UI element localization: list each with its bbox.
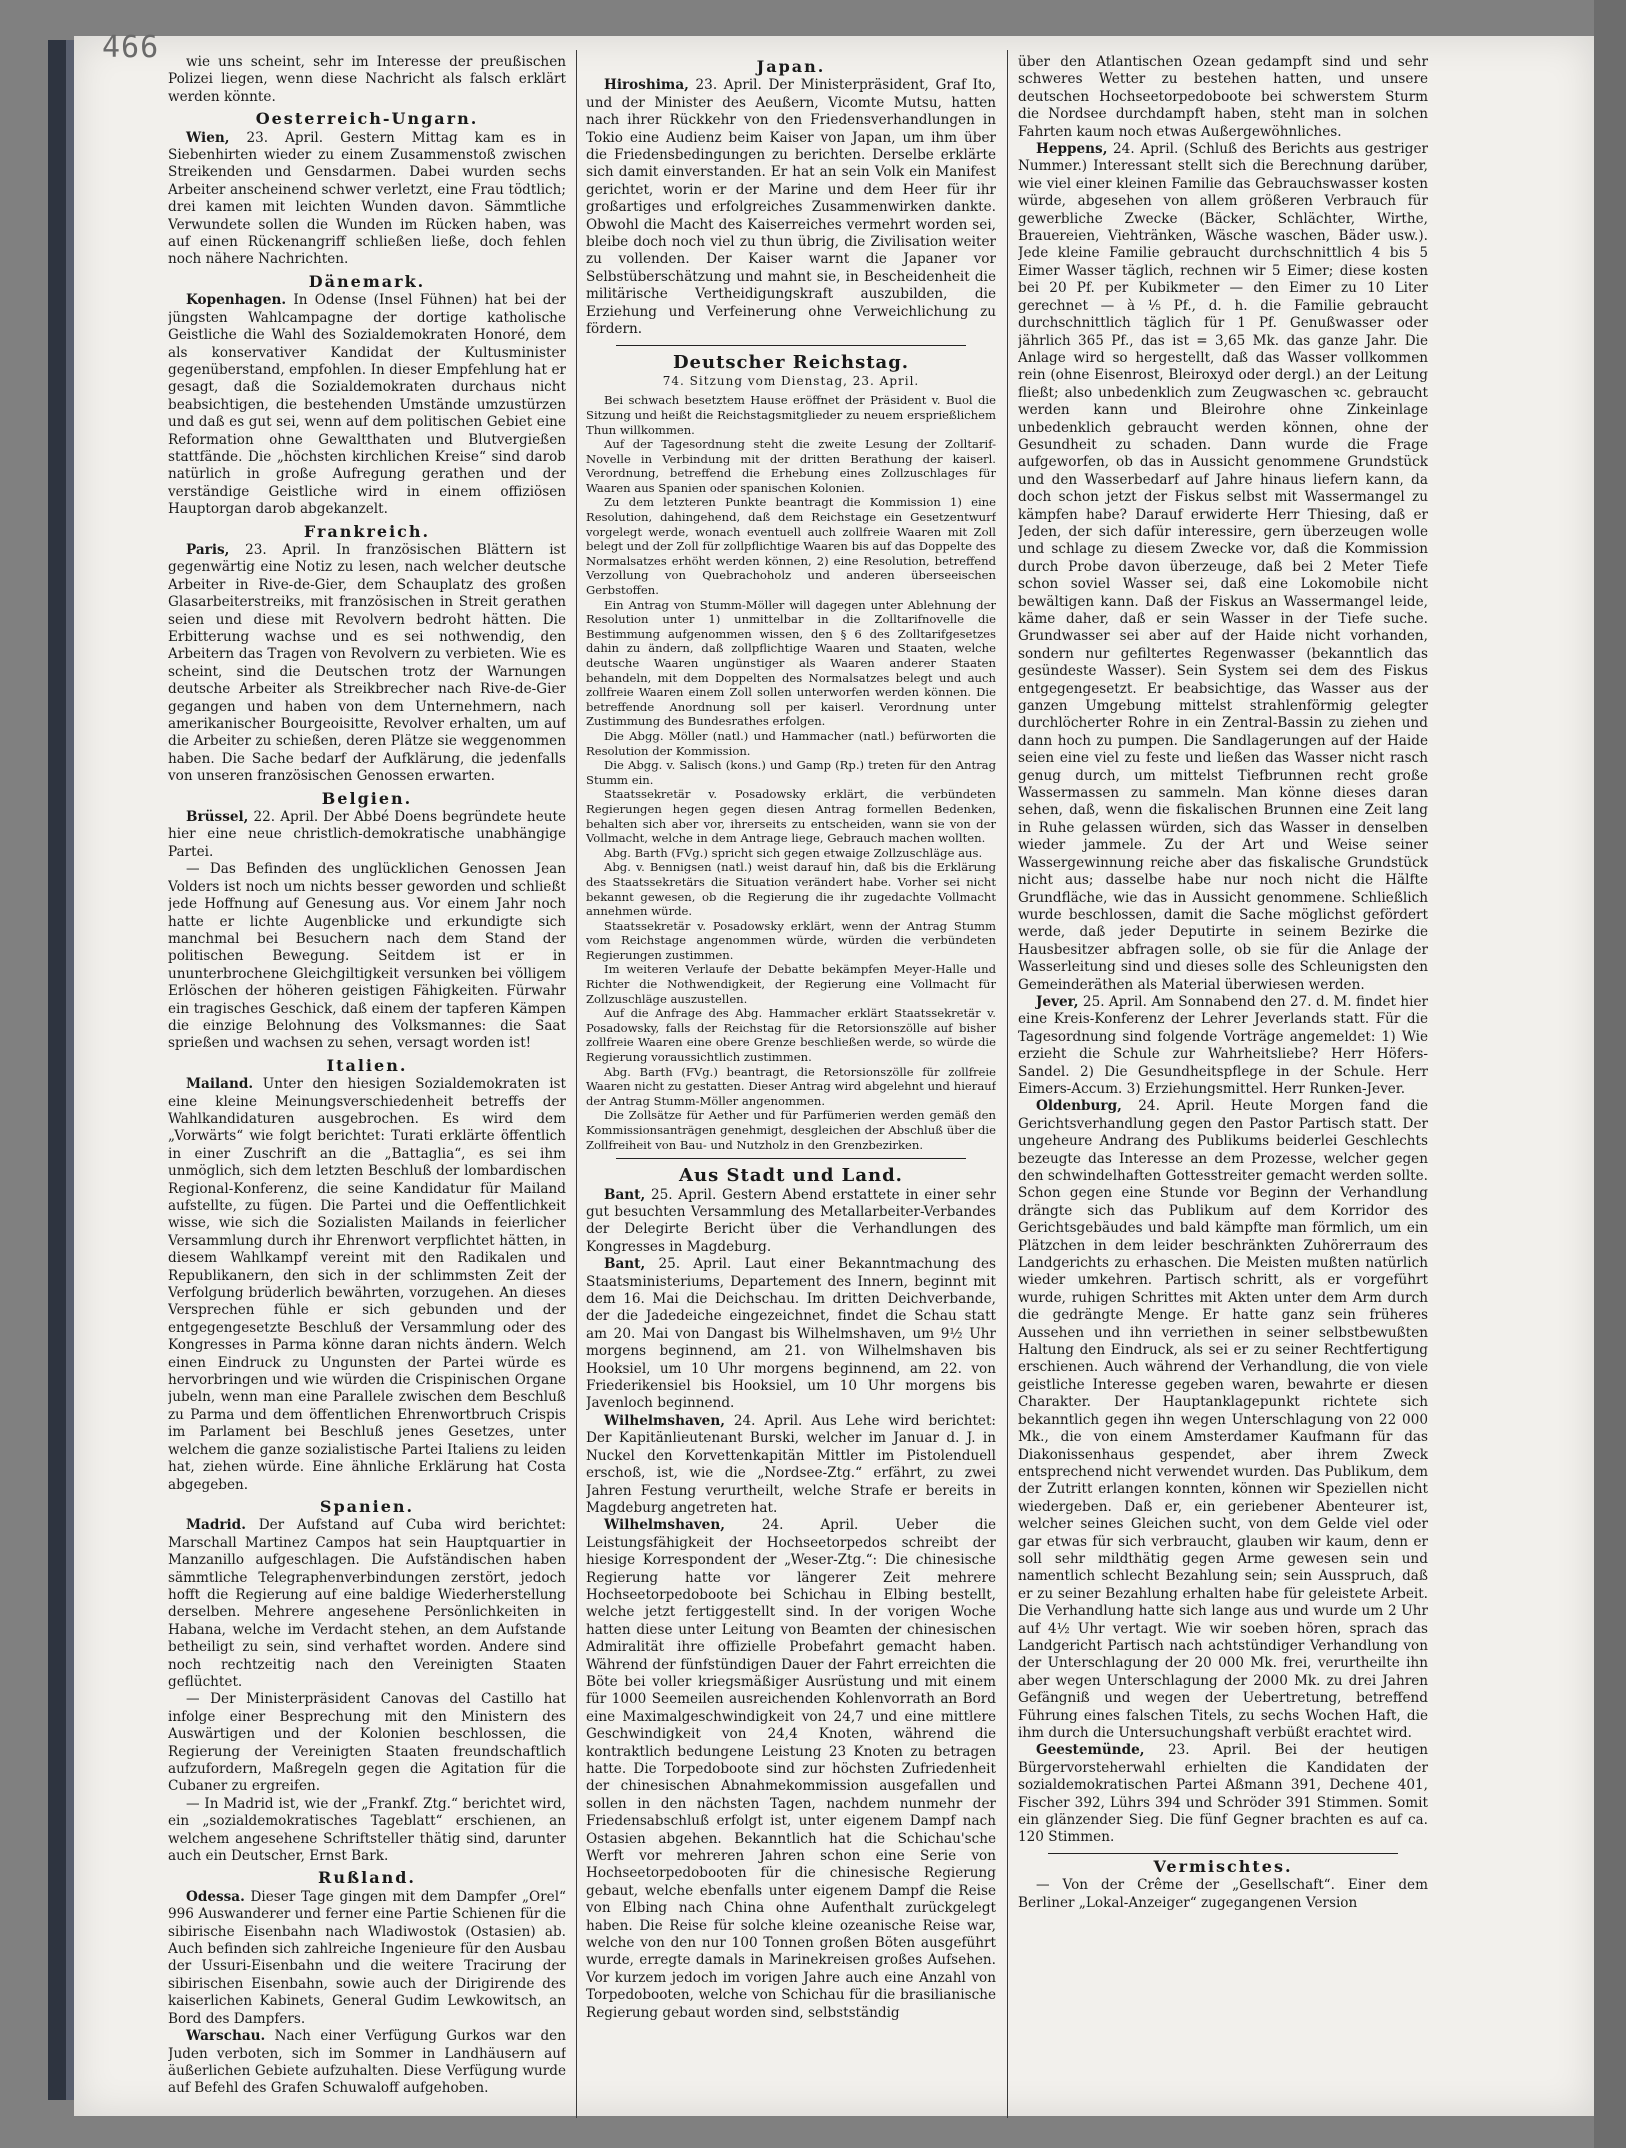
paragraph-text: 25. April. Am Sonnabend den 27. d. M. findet hier eine Kreis-Konferenz der Lehrer Jeverlands statt. Für die Tagesordnung sind folgende Vorträge angemeldet: 1) Wie erzieht die Schule zur Wahrheitsliebe? Herr Höfers-Sandel. 2) Die Gesundheitspflege in der Schule. Herr Eimers-Accum. 3) Erziehungsmittel. Herr Runken-Jever. [1018,993,1428,1097]
article-paragraph [586,1187,996,1257]
article-paragraph [1018,141,1428,994]
section-heading: Belgien. [321,788,413,808]
article-paragraph [168,1691,566,1795]
paragraph-text: — Von der Crême der „Gesellschaft“. Einer dem Berliner „Lokal-Anzeiger“ zugegangenen Version [1018,1877,1428,1911]
article-paragraph [168,1889,566,2028]
paragraph-text: Ein Antrag von Stumm-Möller will dagegen unter Ablehnung der Resolution unter 1) unmittelbar in die Zolltarifnovelle die Bestimmung aufgenommen wissen, den § 6 des Zolltarifgesetzes dahin zu ändern, daß zollpflichtige Waaren und Staaten, welche deutsche Waaren ungünstiger als Waaren anderer Staaten behandeln, mit dem Doppelten des Normalsatzes belegt und auch zollfreie Waaren einem Zoll sollen unterworfen werden können. Die betreffende Anordnung soll per kaiserl. Verordnung unter Zustimmung des Bundesrathes erfolgen. [586,597,996,729]
dateline: Odessa. [186,1888,245,1905]
paragraph-text: — In Madrid ist, wie der „Frankf. Ztg.“ berichtet wird, ein „sozialdemokratisches Tageblatt“ erschienen, an welchem angesehene Schriftsteller thätig sind, darunter auch ein Deutscher, Ernst Bark. [168,1795,566,1865]
article-paragraph [586,1065,996,1109]
paragraph-text: Unter den hiesigen Sozialdemokraten ist eine kleine Meinungsverschiedenheit betreffs der Wahlkandidaturen ausgebrochen. Es wird dem „Vorwärts“ wie folgt berichtet: Turati erklärte öffentlich in einer Zuschrift an die „Battaglia“, es sei ihm unmöglich, sich dem letzten Beschluß der lombardischen Regional-Konferenz, die seine Kandidatur für Mailand aufstellte, zu fügen. Die Partei und die Oeffentlichkeit wisse, wie sich die Sozialisten Mailands in feierlicher Versammlung durch ihr Ehrenwort verpflichtet hätten, in diesem Wahlkampf vereint mit den Radikalen und Republikanern, den sich in der schlimmsten Zeit der Verfolgung brüderlich bewährten, vorzugehen. An dieses Versprechen fühle er sich gebunden und der entgegengesetzte Beschluß der Versammlung oder des Kongresses in Parma könne daran nichts ändern. Welch einen Eindruck zu Ungunsten der Partei würde es hervorbringen und wie würden die Crispinischen Organe jubeln, wenn man eine Parallele zwischen dem Beschluß zu Parma und dem öffentlichen Ehrenwortbruch Crispis im Parlament bei Beschluß jenes Gesetzes, unter welchem die ganze sozialistische Partei Italiens zu leiden hat, ziehen würde. Eine ähnliche Erklärung hat Costa abgegeben. [168,1076,566,1493]
paragraph-text: Im weiteren Verlaufe der Debatte bekämpfen Meyer-Halle und Richter die Nothwendigkeit, der Regierung eine Vollmacht für Zollzuschläge auszustellen. [586,962,996,1006]
article-paragraph [168,130,566,269]
dateline: Mailand. [186,1076,254,1093]
section-heading: Deutscher Reichstag. [672,351,910,373]
section-heading: Spanien. [319,1496,415,1516]
paragraph-text: wie uns scheint, sehr im Interesse der preußischen Polizei liegen, wenn diese Nachricht als falsch erklärt werden könnte. [168,54,566,105]
article-paragraph [586,758,996,787]
article-paragraph [586,1108,996,1152]
column-1 [168,54,566,2118]
dateline: Kopenhagen. [186,292,287,309]
paragraph-text: Auf der Tagesordnung steht die zweite Lesung der Zolltarif-Novelle in Verbindung mit der dritten Berathung der kaiserl. Verordnung, betreffend die Erhebung eines Zollzuschlages für Waaren aus Spanien oder spanischen Kolonien. [586,437,996,495]
article-paragraph [1018,1098,1428,1742]
session-subheading: 74. Sitzung vom Dienstag, 23. April. [662,373,920,388]
article-paragraph [1018,1877,1428,1912]
dateline: Jever, [1036,993,1079,1010]
article-paragraph [1018,1742,1428,1846]
paragraph-text: Die Zollsätze für Aether und für Parfümerien werden gemäß den Kommissionsanträgen genehmigt, desgleichen der Abschluß über die Zollfreiheit von Bau- und Nutzholz in den Grenzbezirken. [586,1108,996,1152]
paragraph-text: Der Aufstand auf Cuba wird berichtet: Marschall Martinez Campos hat sein Hauptquartier in Manzanillo aufgeschlagen. Die Aufständischen haben sämmtliche Telegraphenverbindungen zerstört, jedoch hofft die Regierung auf eine baldige Wiederherstellung derselben. Mehrere angesehene Persönlichkeiten in Habana, welche im Verdacht stehen, an dem Aufstande betheiligt zu sein, sind verhaftet worden. Andere sind noch rechtzeitig nach den Vereinigten Staaten geflüchtet. [168,1517,566,1690]
scan-edge [1594,0,1626,2148]
section-heading: Aus Stadt und Land. [679,1165,903,1187]
paragraph-text: 24. April. Ueber die Leistungsfähigkeit der Hochseetorpedos schreibt der hiesige Korrespondent der „Weser-Ztg.“: Die chinesische Regierung hatte vor längerer Zeit mehrere Hochseetorpedoboote bei Schichau in Elbing bestellt, welche jetzt fertiggestellt sind. In der vorigen Woche hatten diese unter Leitung von Beamten der chinesischen Admiralität ihre offizielle Probefahrt gemacht haben. Während der fünfstündigen Dauer der Fahrt erreichten die Böte bei voller kriegsmäßiger Ausrüstung und mit einem für 1000 Seemeilen ausreichenden Kohlenvorrath an Bord eine Maximalgeschwindigkeit von 24,7 und eine mittlere Geschwindigkeit von 24,4 Knoten, während die kontraktlich bedungene Leistung 23 Knoten zu betragen hatte. Die Torpedoboote sind zur höchsten Zufriedenheit der chinesischen Abnahmekommission ausgefallen und sollen in den nächsten Tagen, nachdem nunmehr der Friedensabschluß erfolgt ist, unter eigenem Dampf nach Ostasien abgehen. Bekanntlich hat die Schichau'sche Werft vor mehreren Jahren schon eine Serie von Hochseetorpedobooten für die chinesische Regierung gebaut, welche ebenfalls unter eigenem Dampf die Reise von Elbing nach China ohne Aufenthalt zurückgelegt haben. Die Reise für solche kleine ozeanische Reise war, welche von den nur 100 Tonnen großen Böten ausgeführt wurde, erregte damals in Marinekreisen großes Aufsehen. Vor kurzem jedoch im vorigen Jahre auch eine Anzahl von Torpedobooten, welche von Schichau für die brasilianische Regierung gebaut worden sind, selbstständig [586,1517,996,2021]
article-paragraph [586,598,996,729]
section-heading: Vermischtes. [1153,1856,1293,1876]
article-paragraph [168,542,566,786]
article-paragraph [168,1517,566,1691]
paragraph-text: Auf die Anfrage des Abg. Hammacher erklärt Staatssekretär v. Posadowsky, falls der Reichstag für die Retorsionszölle auf bisher zollfreie Waaren eine obere Grenze beschließen werde, so würde die Regierung voraussichtlich zustimmen. [586,1006,996,1065]
column-rule [1007,50,1008,2118]
section-rule [1048,1853,1398,1854]
section-heading: Rußland. [318,1868,416,1888]
article-paragraph [168,861,566,1052]
paragraph-text: 23. April. Gestern Mittag kam es in Siebenhirten wieder zu einem Zusammenstoß zwischen Streikenden und Gensdarmen. Dabei wurden sechs Arbeiter anscheinend schwer verletzt, eine Frau tödtlich; drei kamen mit leichten Wunden davon. Sämmtliche Verwundete sollen die Wunden im Rücken haben, was auf einen Rückenangriff schließen ließe, doch fehlen noch nähere Nachrichten. [168,129,566,268]
column-3 [1018,54,1428,2118]
paragraph-text: 23. April. Der Ministerpräsident, Graf Ito, und der Minister des Aeußern, Vicomte Mutsu, hatten nach ihrer Rückkehr von den Friedensverhandlungen in Tokio eine Audienz beim Kaiser von Japan, um ihm über die Friedensbedingungen zu berichten. Derselbe erklärte sich damit einverstanden. Er hat an sein Volk ein Manifest gerichtet, worin er der Marine und dem Heer für ihr großartiges und erfolgreiches Zusammenwirken dankte. Obwohl die Macht des Kaiserreiches vermehrt worden sei, bleibe doch noch viel zu thun übrig, die Zivilisation weiter zu vollenden. Der Kaiser warnt die Japaner vor Selbstüberschätzung und mahnt sie, in Bescheidenheit die militärische Vertheidigungskraft auszubilden, die Erziehung und Verfeinerung ohne Verweichlichung zu fördern. [586,77,996,338]
article-paragraph [168,809,566,861]
paragraph-text: Die Abgg. Möller (natl.) und Hammacher (natl.) befürworten die Resolution der Kommission. [586,728,996,758]
article-paragraph [168,1076,566,1494]
paragraph-text: Zu dem letzteren Punkte beantragt die Kommission 1) eine Resolution, dahingehend, daß dem Reichstage ein Gesetzentwurf vorgelegt werde, wonach eventuell auch zollfreie Waaren mit Zoll belegt und der Zoll für zollpflichtige Waaren bis auf das Doppelte des Normalsatzes erhöht werden können, 2) eine Resolution, betreffend Verzollung von Quebrachoholz und anderen überseeischen Gerbstoffen. [586,495,996,598]
dateline: Geestemünde, [1036,1742,1145,1759]
paragraph-text: 24. April. (Schluß des Berichts aus gestriger Nummer.) Interessant stellt sich die Berechnung darüber, wie viel einer kleinen Familie das Gebrauchswasser kosten würde, abgesehen von allem größeren Verbrauch für gewerbliche Zwecke (Bäcker, Schlächter, Wirthe, Brauereien, Viehtränken, Wäsche waschen, Bäder usw.). Jede kleine Familie gebraucht durchschnittlich 4 bis 5 Eimer Wasser täglich, rechnen wir 5 Eimer; diese kosten bei 20 Pf. per Kubikmeter — den Eimer zu 10 Liter gerechnet — à ⅕ Pf., d. h. die Familie gebraucht durchschnittlich täglich für 1 Pf. Genußwasser oder jährlich 365 Pf., das ist = 3,65 Mk. das ganze Jahr. Die Anlage wird so hergestellt, daß das Wasser vollkommen rein (ohne Eisenrost, Bleiroxyd oder dergl.) an der Leitung fließt; also unbedenklich zum Zeugwaschen ꝛc. gebraucht werden kann und Bleirohre ohne Zinkeinlage unbedenklich gebraucht werden können, ohne der Gesundheit zu schaden. Dann wurde die Frage aufgeworfen, ob das in Aussicht genommene Grundstück und den Wasserbedarf auf Jahre hinaus liefern kann, da doch schon jetzt der Fiskus selbst mit Wassermangel zu kämpfen habe? Darauf erwiderte Herr Thiesing, daß er Jeden, der sich dafür interessire, gern überzeugen wolle und schlage zu diesem Zwecke vor, daß die Kommission durch Probe davon überzeuge, daß bei 2 Meter Tiefe schon soviel Wasser sei, daß eine Lokomobile nicht bewältigen kann. Daß der Fiskus an Wassermangel leide, käme daher, daß er sein Wasser in der Tiefe suche. Grundwasser sei aber auf der Haide nicht vorhanden, sondern nur gefiltertes Regenwasser (bekanntlich das gesündeste Wasser). Sein System sei dem des Fiskus entgegengesetzt. Er beabsichtige, das Wasser aus der ganzen Umgebung mittelst strahlenförmig gelegter durchlöcherter Rohre in ein Zentral-Bassin zu ziehen und dann hoch zu pumpen. Die Sandlagerungen auf der Haide seien eine viel zu feste und ließen das Wasser nicht rasch genug durch, um mittelst Tiefbrunnen recht große Wassermassen zu sammeln. Man könne dieses daran sehen, daß, wenn die fiskalischen Brunnen eine Zeit lang in Ruhe gelassen würden, sich das Wasser in denselben wieder jammele. Zu der Art und Weise seiner Wassergewinnung reiche aber das fiskalische Grundstück nicht aus; dasselbe habe nur noch nicht die Hälfte Grundfläche, wie das in Aussicht genommene. Schließlich wurde beschlossen, damit die Sache möglichst gefördert werde, daß jeder Deputirte in seinem Bezirke die Hausbesitzer abfragen solle, ob sie für die Anlage der Wasserleitung sind und dieses solle des Schleunigsten den Gemeinderäthen als Material überwiesen werden. [1018,141,1428,993]
section-heading: Oesterreich-Ungarn. [255,109,479,129]
article-paragraph [586,860,996,918]
paragraph-text: 24. April. Heute Morgen fand die Gerichtsverhandlung gegen den Pastor Partisch statt. Der ungeheure Andrang des Publikums beiderlei Geschlechts bezeugte das Interesse an dem Prozesse, welcher gegen den schwindelhaften Gottesstreiter gemacht werden sollte. Schon gegen eine Stunde vor Beginn der Verhandlung drängte sich das Publikum auf dem Korridor des Gerichtsgebäudes und bald kämpfte man förmlich, um ein Plätzchen in dem leider beschränkten Zuhörerraum des Landgerichts zu erhaschen. Die Meisten mußten natürlich wieder umkehren. Partisch schritt, als er vorgeführt wurde, ruhigen Schrittes mit Akten unter dem Arm durch die gedrängte Menge. Er hatte ganz sein früheres Aussehen und ihn verriethen in seiner selbstbewußten Haltung den Eindruck, als sei er zu seiner Rechtfertigung erschienen. Auch während der Verhandlung, die von viele geistliche Interesse gegeben waren, bewahrte er diesen Charakter. Der Hauptanklagepunkt richtete sich bekanntlich gegen ihn wegen Unterschlagung von 22 000 Mk., die von einem Amsterdamer Kaufmann für das Diakonissenhaus gespendet, aber ihrem Zweck entsprechend nicht verwendet wurden. Das Publikum, dem der Zutritt erlangen konnten, können wir Speziellen nicht wiedergeben. Daß er, ein geriebener Abenteurer ist, welcher seines Gleichen sucht, von dem Gelde viel oder gar etwas für sich verbraucht, glauben wir kaum, denn er soll sehr mildthätig gegen Arme gewesen sein und namentlich schlecht Bezahlung sein; sein Ausspruch, daß er zu seiner Bezahlung erhalten habe für geleistete Arbeit. Die Verhandlung hatte sich lange aus und wurde um 2 Uhr auf 4½ Uhr vertagt. Wie wir soeben hören, sprach das Landgericht Partisch nach achtstündiger Verhandlung von der Unterschlagung der 20 000 Mk. frei, verurtheilte ihn aber wegen Unterschlagung der 2000 Mk. zu drei Jahren Gefängniß und wegen der Uebertretung, betreffend Führung eines falschen Titels, zu sechs Wochen Haft, die ihm durch die Untersuchungshaft verbüßt erachtet wird. [1018,1098,1428,1741]
article-paragraph [586,919,996,963]
paragraph-text: Nach einer Verfügung Gurkos war den Juden verboten, sich im Sommer in Landhäusern auf äußerlichen Gebiete aufzuhalten. Diese Verfügung wurde auf Befehl des Grafen Schuwaloff aufgehoben. [168,2028,566,2097]
article-paragraph [586,729,996,758]
article-paragraph [586,437,996,495]
dateline: Madrid. [186,1517,246,1534]
paragraph-text: Dieser Tage gingen mit dem Dampfer „Orel“ 996 Auswanderer und ferner eine Partie Schienen für die sibirische Eisenbahn nach Wladiwostok (Ostasien) ab. Auch befinden sich zahlreiche Ingenieure für den Ausbau der Ussuri-Eisenbahn und die weitere Tracirung der sibirischen Eisenbahn, sowie auch der Dirigirende des kaiserlichen Kabinets, General Gudim Lewkowitsch, an Bord des Dampfers. [168,1888,566,2027]
paragraph-text: 23. April. In französischen Blättern ist gegenwärtig eine Notiz zu lesen, nach welcher deutsche Arbeiter in Rive-de-Gier, dem Schauplatz des großen Glasarbeiterstreiks, mit französischen in Streit gerathen seien und diese mit Revolvern bedroht hätten. Die Erbitterung wachse und es sei nothwendig, den Arbeitern das Tragen von Revolvern zu verbieten. Wie es scheint, sind die Deutschen trotz der Warnungen deutsche Arbeiter als Streikbrecher nach Rive-de-Gier gegangen und haben von dem Unternehmern, nach amerikanischer Bourgeoisitte, Revolver erhalten, um auf die Arbeiter zu schießen, deren Plätze sie weggenommen haben. Die Sache bedarf der Aufklärung, die jedenfalls von unseren französischen Genossen erwarten. [168,541,566,785]
dateline: Wilhelmshaven, [604,1412,725,1429]
paragraph-text: In Odense (Insel Fühnen) hat bei der jüngsten Wahlcampagne der dortige katholische Geistliche die Wahl des Sozialdemokraten Honoré, dem als konservativer Kandidat der Kultusminister gegenüberstand, empfohlen. In dieser Empfehlung hat er gesagt, daß die Sozialdemokraten durchaus nicht beabsichtigen, die bestehenden Umstände umzustürzen und daß es gut sei, wenn auf dem politischen Gebiet eine Reformation ohne Gewaltthaten und Blutvergießen stattfände. Die „höchsten kirchlichen Kreise“ sind darob natürlich in große Aufregung gerathen und der verständige Geistliche wird in einem offiziösen Hauptorgan darob abgekanzelt. [168,292,566,518]
article-paragraph [586,846,996,861]
dateline: Hiroshima, [604,77,689,94]
section-heading: Frankreich. [303,521,431,541]
article-paragraph [586,393,996,437]
paragraph-text: Bei schwach besetztem Hause eröffnet der Präsident v. Buol die Sitzung und heißt die Reichstagsmitglieder zu neuem ersprießlichem Thun willkommen. [586,393,996,437]
article-paragraph [586,962,996,1006]
paragraph-text: — Der Ministerpräsident Canovas del Castillo hat infolge einer Besprechung mit den Ministern des Auswärtigen und der Kolonien beschlossen, die Regierung der Vereinigten Staaten freundschaftlich aufzufordern, Maßregeln gegen die Agitation für die Cubaner zu ergreifen. [168,1691,566,1795]
article-paragraph [1018,54,1428,141]
section-heading: Italien. [326,1055,408,1075]
paragraph-text: Abg. Barth (FVg.) beantragt, die Retorsionszölle für zollfreie Waaren nicht zu gestatten. Dieser Antrag wird abgelehnt und hierauf der Antrag Stumm-Möller angenommen. [586,1064,996,1108]
paragraph-text: Die Abgg. v. Salisch (kons.) und Gamp (Rp.) treten für den Antrag Stumm ein. [586,758,996,787]
paragraph-text: Staatssekretär v. Posadowsky erklärt, wenn der Antrag Stumm vom Reichstage angenommen würde, würden die verbündeten Regierungen zustimmen. [586,918,996,962]
article-paragraph [168,292,566,518]
paragraph-text: 25. April. Gestern Abend erstattete in einer sehr gut besuchten Versammlung des Metallarbeiter-Verbandes der Delegirte Bericht über die Verhandlungen des Kongresses in Magdeburg. [586,1186,996,1255]
dateline: Bant, [604,1256,646,1273]
page-number: 466 [102,30,160,65]
article-paragraph [586,1413,996,1517]
article-paragraph [586,1517,996,2022]
column-rule [576,50,577,2118]
section-rule [616,1158,966,1159]
article-paragraph [168,2028,566,2098]
paragraph-text: 22. April. Der Abbé Doens begründete heute hier eine neue christlich-demokratische unabhängige Partei. [168,809,566,860]
section-heading: Japan. [756,57,826,76]
section-heading: Dänemark. [308,271,426,291]
article-paragraph [586,1256,996,1413]
article-paragraph [586,495,996,597]
article-paragraph [168,54,566,106]
dateline: Heppens, [1036,141,1108,158]
dateline: Oldenburg, [1036,1098,1122,1115]
binding-shadow [66,40,74,2100]
dateline: Wilhelmshaven, [604,1517,725,1534]
article-paragraph [586,787,996,845]
article-paragraph [586,77,996,338]
paragraph-text: 23. April. Bei der heutigen Bürgervorsteherwahl erhielten die Kandidaten der sozialdemokratischen Partei Aßmann 391, Dechene 401, Fischer 392, Lührs 394 und Schröder 391 Stimmen. Somit ein glänzender Sieg. Die fünf Gegner brachten es auf ca. 120 Stimmen. [1018,1742,1428,1846]
article-paragraph [168,1796,566,1866]
paragraph-text: Staatssekretär v. Posadowsky erklärt, die verbündeten Regierungen hegen gegen diesen Antrag formellen Bedenken, behalten sich aber vor, ihrerseits zu entscheiden, wann sie von der Vollmacht, welche in dem Antrage liege, Gebrauch machen wollten. [586,787,996,846]
article-paragraph [1018,994,1428,1098]
paragraph-text: 24. April. Aus Lehe wird berichtet: Der Kapitänlieutenant Burski, welcher im Januar d. J. in Nuckel den Korvettenkapitän Mittler im Pistolenduell erschoß, ist, wie die „Nordsee-Ztg.“ erfährt, zu zwei Jahren Festung verurtheilt, welche Strafe er bereits in Magdeburg angetreten hat. [586,1412,996,1516]
paragraph-text: — Das Befinden des unglücklichen Genossen Jean Volders ist noch um nichts besser geworden und schließt jede Hoffnung auf Genesung aus. Vor einem Jahr noch hatte er lichte Augenblicke und erkundigte sich manchmal bei Besuchern nach dem Stand der politischen Bewegung. Seitdem ist er in ununterbrochene Gleichgiltigkeit versunken bei völligem Erlöschen der höheren geistigen Fähigkeiten. Fürwahr ein tragisches Geschick, daß einem der tapferen Kämpen die einzige Belohnung des Volksmannes: die Saat sprießen und wachsen zu sehen, versagt worden ist! [168,861,566,1052]
dateline: Wien, [186,129,230,146]
dateline: Warschau. [186,2028,266,2045]
paragraph-text: über den Atlantischen Ozean gedampft sind und sehr schweres Wetter zu bestehen hatten, und unsere deutschen Hochseetorpedoboote bei schwerstem Sturm die Nordsee durchdampft haben, steht man in solchen Fahrten kaum noch etwas Außergewöhnliches. [1018,54,1428,140]
column-2 [586,54,996,2118]
dateline: Bant, [604,1186,646,1203]
paragraph-text: 25. April. Laut einer Bekanntmachung des Staatsministeriums, Departement des Innern, beginnt mit dem 16. Mai die Deichschau. Im dritten Deichverbande, der die Jadedeiche eingezeichnet, findet die Schau statt am 20. Mai von Dangast bis Wilhelmshaven, um 9½ Uhr morgens beginnend, am 21. von Wilhelmshaven bis Hooksiel, um 10 Uhr morgens beginnend, am 22. von Friederikensiel bis Hooksiel, um 10 Uhr morgens bis Javenloch beginnend. [586,1256,996,1412]
paragraph-text: Abg. Barth (FVg.) spricht sich gegen etwaige Zollzuschläge aus. [604,845,983,860]
article-paragraph [586,1006,996,1064]
paragraph-text: Abg. v. Bennigsen (natl.) weist darauf hin, daß bis die Erklärung des Staatssekretärs die Situation verändert habe. Vorher sei nicht bekannt gewesen, ob die Regierung die ihr zugedachte Vollmacht annehmen würde. [586,860,996,919]
dateline: Paris, [186,541,230,558]
section-rule [616,345,966,346]
dateline: Brüssel, [186,809,249,826]
book-binding [48,40,68,2100]
